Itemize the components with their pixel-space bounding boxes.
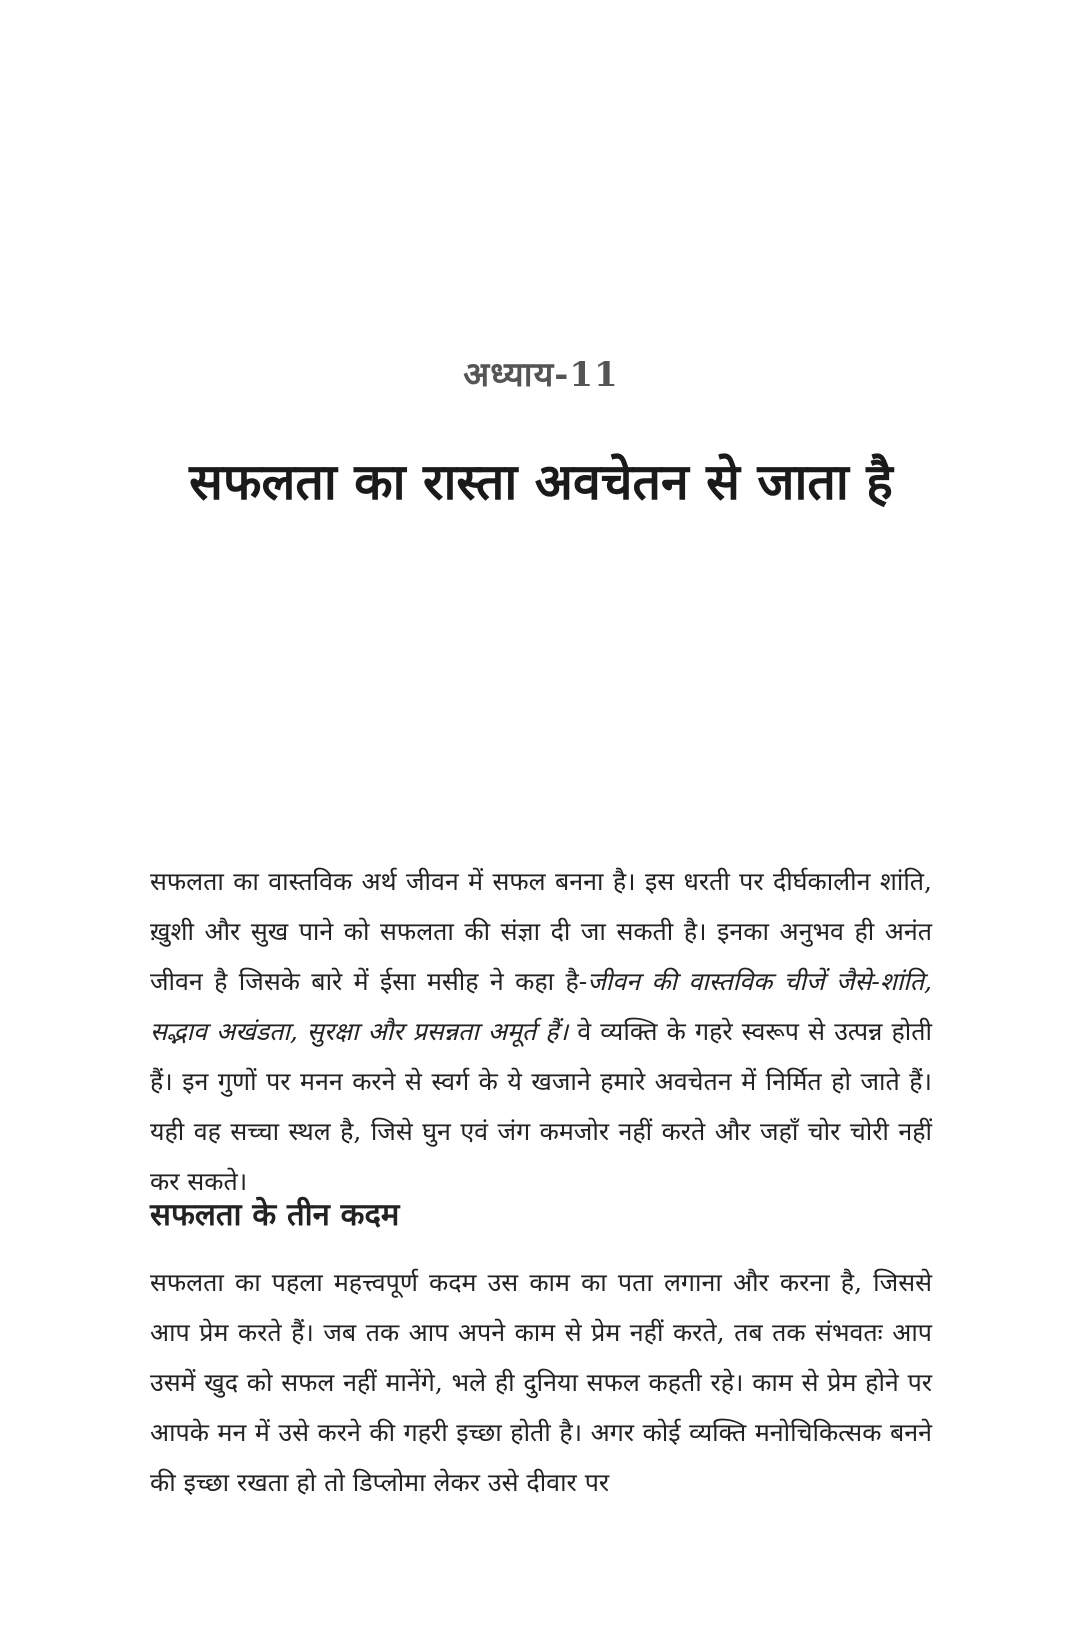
intro-paragraph-text-start: सफलता का वास्तविक अर्थ जीवन में सफल बनना है। इस धरती पर दीर्घकालीन शांति, ख़ुशी और सुख पाने को सफलता की संज्ञा दी जा सकती है। इनका अनुभव ही अनंत जीवन है जिसके बारे में ईसा मसीह ने कहा है- bbox=[150, 867, 932, 996]
intro-paragraph bbox=[150, 857, 932, 1207]
intro-paragraph-quote: जीवन की वास्तविक चीजें जैसे-शांति, सद्भाव अखंडता, सुरक्षा और प्रसन्नता अमूर्त हैं। bbox=[150, 967, 932, 1046]
section-paragraph: सफलता का पहला महत्त्वपूर्ण कदम उस काम का पता लगाना और करना है, जिससे आप प्रेम करते हैं। जब तक आप अपने काम से प्रेम नहीं करते, तब तक संभवतः आप उसमें खुद को सफल नहीं मानेंगे, भले ही दुनिया सफल कहती रहे। काम से प्रेम होने पर आपके मन में उसे करने की गहरी इच्छा होती है। अगर कोई व्यक्ति मनोचिकित्सक बनने की इच्छा रखता हो तो डिप्लोमा लेकर उसे दीवार पर bbox=[150, 1268, 932, 1497]
chapter-title: सफलता का रास्ता अवचेतन से जाता है bbox=[189, 453, 893, 511]
section-heading: सफलता के तीन कदम bbox=[150, 1197, 400, 1233]
intro-paragraph-text-end: वे व्यक्ति के गहरे स्वरूप से उत्पन्न होती हैं। इन गुणों पर मनन करने से स्वर्ग के ये खजाने हमारे अवचेतन में निर्मित हो जाते हैं। यही वह सच्चा स्थल है, जिसे घुन एवं जंग कमजोर नहीं करते और जहाँ चोर चोरी नहीं कर सकते। bbox=[150, 1017, 932, 1196]
chapter-label: अध्याय-11 bbox=[463, 355, 619, 395]
